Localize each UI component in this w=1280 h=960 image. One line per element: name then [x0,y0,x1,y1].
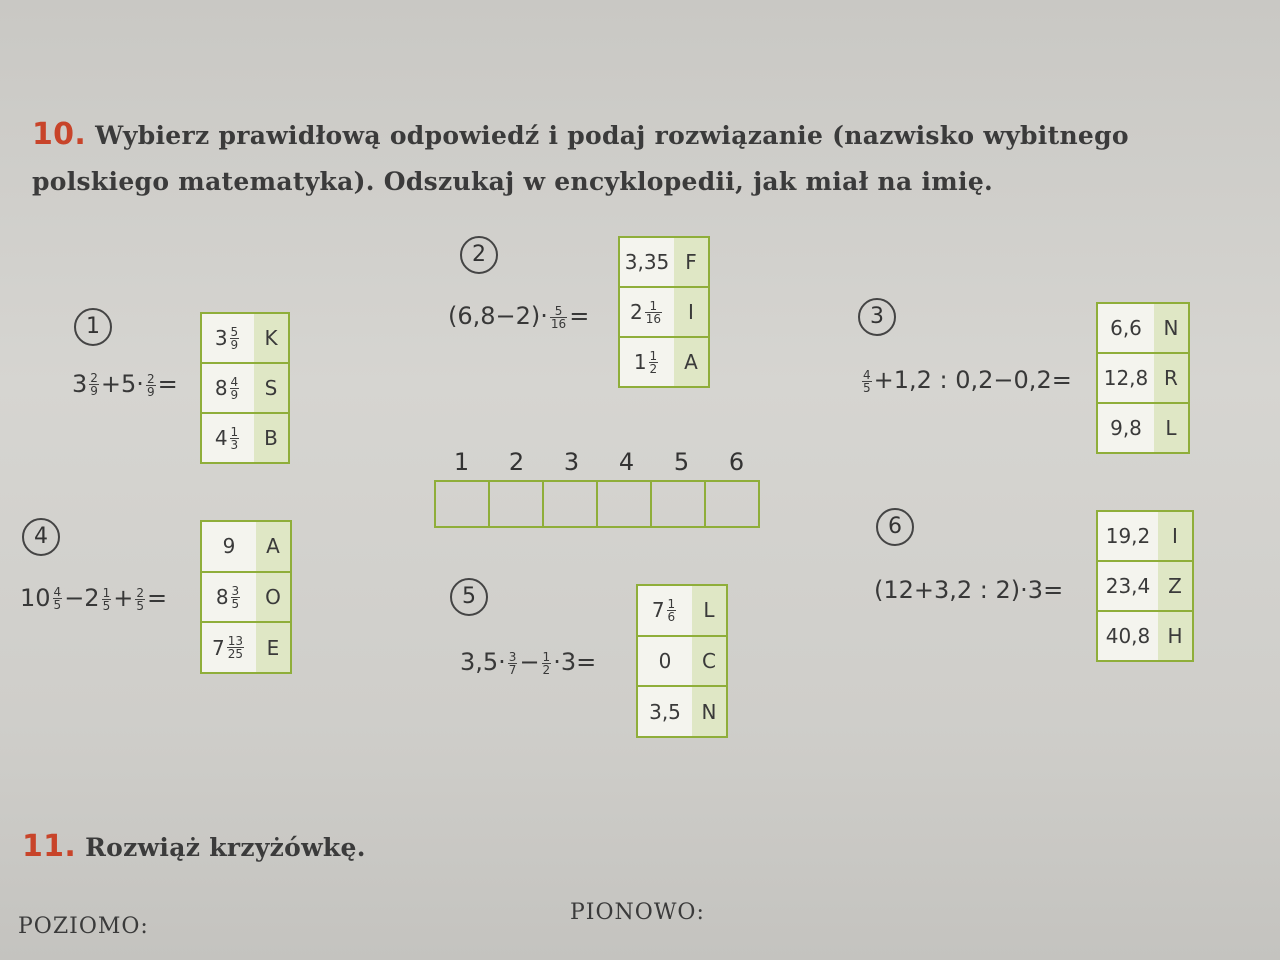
task-11-text: Rozwiąż krzyżówkę. [85,833,366,862]
problem-6-expression: (12+3,2 : 2)·3= [874,576,1064,604]
option-row[interactable]: 8 $\frac{3}{5}$ O [202,573,290,624]
problem-3-marker: 3 [858,298,896,336]
answer-cell[interactable] [598,482,652,526]
option-row[interactable]: 9,8 L [1098,404,1188,452]
problem-5-marker: 5 [450,578,488,616]
answer-cell[interactable] [544,482,598,526]
option-row[interactable]: 3 $\frac{5}{9}$ K [202,314,288,364]
option-row[interactable]: 7 $\frac{13}{25}$ E [202,623,290,672]
answer-grid [434,480,760,528]
answer-cell[interactable] [652,482,706,526]
option-row[interactable]: 1 $\frac{1}{2}$ A [620,338,708,386]
problem-1-options [200,312,290,464]
problem-3-options [1096,302,1190,454]
problem-2-options [618,236,710,388]
option-row[interactable]: 3,35 F [620,238,708,288]
task-10-heading [32,112,1129,205]
answer-cell[interactable] [706,482,758,526]
problem-6-options [1096,510,1194,662]
problem-4-expression: 10 $\frac{4}{5}$ −2 $\frac{1}{5}$ + $\frac{2}{5}$ = [20,584,168,613]
option-row[interactable]: 19,2 I [1098,512,1192,562]
problem-4-options [200,520,292,674]
pionowo-label: PIONOWO: [570,900,705,925]
problem-4-marker: 4 [22,518,60,556]
problem-5-options [636,584,728,738]
answer-cell[interactable] [436,482,490,526]
option-row[interactable]: 12,8 R [1098,354,1188,404]
problem-3-expression: $\frac{4}{5}$ +1,2 : 0,2−0,2= [863,366,1072,395]
task-10-number: 10. [32,117,87,152]
option-row[interactable]: 6,6 N [1098,304,1188,354]
option-row[interactable]: 9 A [202,522,290,573]
task-11-number: 11. [22,829,77,864]
option-row[interactable]: 2 $\frac{1}{16}$ I [620,288,708,338]
problem-5-expression: 3,5· $\frac{3}{7}$ − $\frac{1}{2}$ ·3= [460,648,597,677]
option-row[interactable]: 3,5 N [638,687,726,736]
problem-2-marker: 2 [460,236,498,274]
option-row[interactable]: 23,4 Z [1098,562,1192,612]
option-row[interactable]: 40,8 H [1098,612,1192,660]
task-11-heading [22,824,366,871]
option-row[interactable]: 7 $\frac{1}{6}$ L [638,586,726,637]
task-10-line2: polskiego matematyka). Odszukaj w encyklopedii, jak miał na imię. [32,167,994,196]
option-row[interactable]: 0 C [638,637,726,688]
problem-1-marker: 1 [74,308,112,346]
poziomo-label: POZIOMO: [18,914,149,939]
task-10-line1: Wybierz prawidłową odpowiedź i podaj rozwiązanie (nazwisko wybitnego [95,121,1129,150]
problem-6-marker: 6 [876,508,914,546]
problem-2-expression: (6,8−2)· $\frac{5}{16}$ = [448,302,590,331]
answer-column-numbers: 1 2 3 4 5 6 [453,448,745,476]
option-row[interactable]: 4 $\frac{1}{3}$ B [202,414,288,462]
option-row[interactable]: 8 $\frac{4}{9}$ S [202,364,288,414]
problem-1-expression: 3 $\frac{2}{9}$ +5· $\frac{2}{9}$ = [72,370,178,399]
answer-cell[interactable] [490,482,544,526]
